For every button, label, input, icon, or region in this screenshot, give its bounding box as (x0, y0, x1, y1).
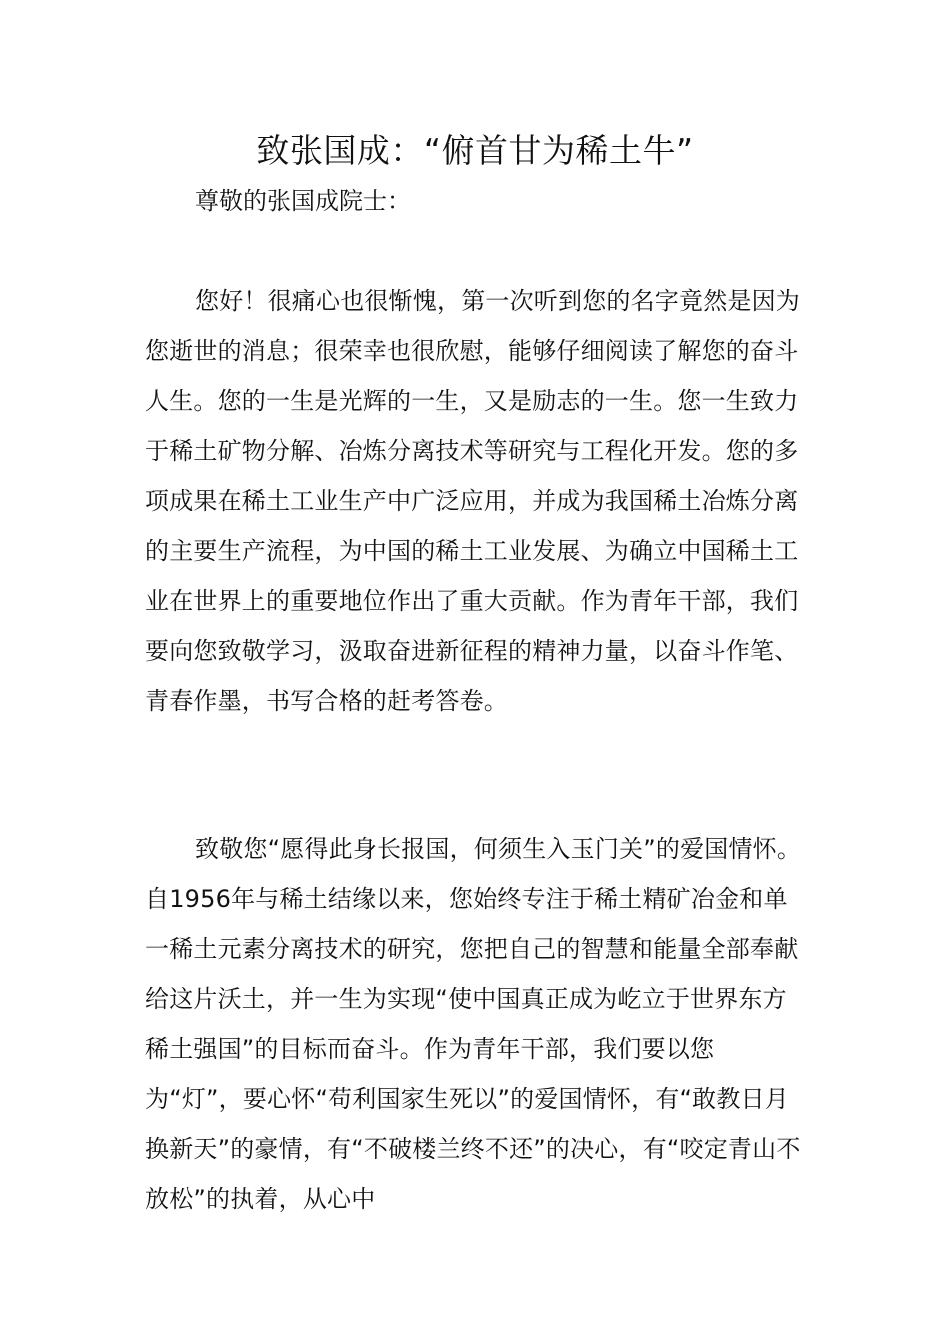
paragraph-2: 致敬您“愿得此身长报国，何须生入玉门关”的爱国情怀。自1956年与稀土结缘以来，您始终专注于稀土精矿冶金和单一稀土元素分离技术的研究，您把自己的智慧和能量全部奉献给这片沃土，并一生为实现“使中国真正成为屹立于世界东方稀土强国”的目标而奋斗。作为青年干部，我们要以您为“灯”，要心怀“苟利国家生死以”的爱国情怀，有“敢教日月换新天”的豪情，有“不破楼兰终不还”的决心，有“咬定青山不放松”的执着，从心中 (145, 835, 802, 1213)
salutation: 尊敬的张国成院士： (195, 187, 411, 215)
document-title: 致张国成：“俯首甘为稀土牛” (256, 131, 694, 170)
paragraph-1: 您好！很痛心也很惭愧，第一次听到您的名字竟然是因为您逝世的消息；很荣幸也很欣慰，能够仔细阅读了解您的奋斗人生。您的一生是光辉的一生，又是励志的一生。您一生致力于稀土矿物分解、冶炼分离技术等研究与工程化开发。您的多项成果在稀土工业生产中广泛应用，并成为我国稀土冶炼分离的主要生产流程，为中国的稀土工业发展、为确立中国稀土工业在世界上的重要地位作出了重大贡献。作为青年干部，我们要向您致敬学习，汲取奋进新征程的精神力量，以奋斗作笔、青春作墨，书写合格的赶考答卷。 (145, 287, 800, 715)
